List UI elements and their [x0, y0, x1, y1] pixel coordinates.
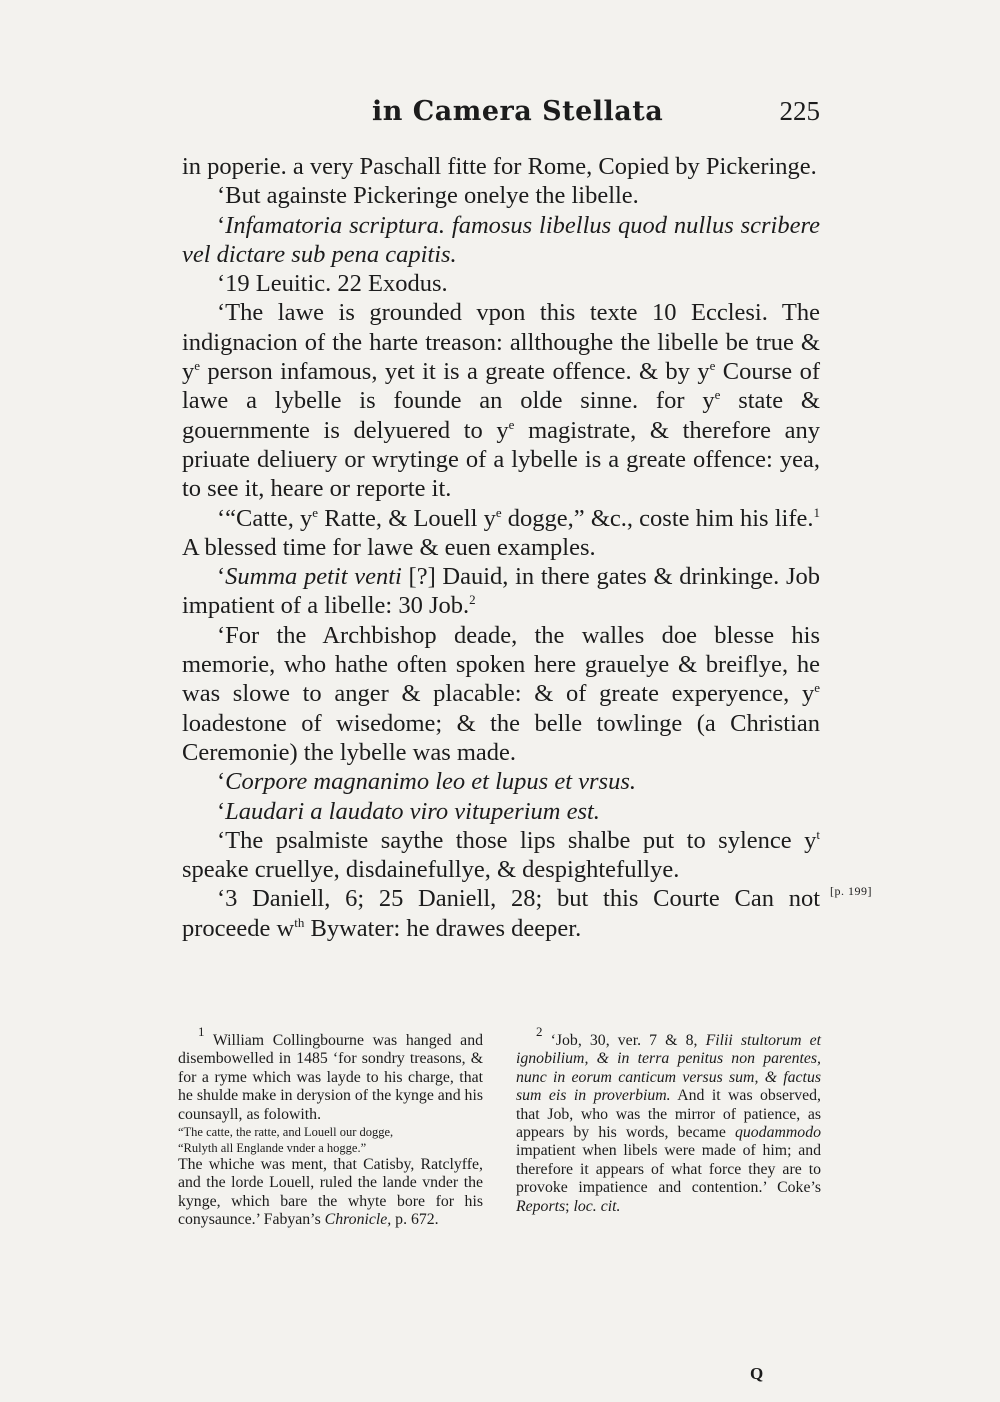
running-head [182, 96, 820, 136]
text-run: ‘The lawe is grounded vpon this texte 10 Ecclesi. The indignacion of the harte treason: allthoughe the libelle be true & y [182, 299, 820, 386]
open-quote: ‘ [217, 797, 226, 825]
superscript: e [714, 387, 721, 403]
verse-line-1: “The catte, the ratte, and Louell our dogge, [178, 1125, 394, 1140]
paragraph-1: in poperie. a very Paschall fitte for Rome, Copied by Pickeringe. [182, 153, 817, 180]
running-head-title: in Camera Stellata [372, 96, 664, 127]
superscript: e [814, 680, 820, 696]
superscript: t [816, 826, 820, 842]
italic-citation: loc. cit. [573, 1197, 621, 1215]
open-quote: ‘ [217, 768, 226, 796]
latin-quote: Filii stultorum et ignobilium, & in terra penitus non parentes, nunc in eorum canticum versus sum, & factus sum eis in proverbium. [516, 1032, 822, 1105]
paragraph-2: ‘But againste Pickeringe onelye the libelle. [217, 182, 639, 210]
open-quote: ‘ [217, 563, 226, 591]
text-run: p. 672. [391, 1211, 439, 1229]
footnote-ref-2: 2 [469, 592, 476, 608]
footnote-marker: 2 [536, 1024, 543, 1039]
paragraph-9 [182, 767, 820, 796]
paragraph-3 [182, 211, 820, 270]
footnote-1-text [178, 1024, 483, 1124]
paragraph-11 [182, 826, 820, 885]
text-run: [?] Dauid, in there gates & drinkinge. Job impatient of a libelle: 30 Job. [182, 563, 820, 620]
latin-quote: Laudari a laudato viro vituperium est. [225, 797, 600, 825]
text-run: A blessed time for lawe & euen examples. [182, 533, 596, 561]
text-run: Course of lawe a lybelle is founde an olde sinne. for y [182, 358, 820, 415]
text-run: Bywater: he drawes deeper. [304, 914, 582, 942]
superscript: e [194, 358, 201, 374]
margin-page-reference: [p. 199] [830, 884, 872, 898]
signature-mark: Q [750, 1364, 764, 1383]
text-run: ‘“Catte, y [217, 504, 313, 532]
text-run: And it was observed, that Job, who was the mirror of patience, as appears by his words, became [516, 1087, 821, 1142]
text-run: magistrate, & therefore any priuate deliuery or wrytinge of a lybelle is a greate offence: yea, to see it, heare or reporte it. [182, 416, 820, 503]
footnote-2-text [516, 1024, 822, 1216]
footnote-1 [178, 1024, 483, 1230]
footnote-1-continuation [178, 1156, 483, 1230]
text-run: ‘For the Archbishop deade, the walles doe blesse his memorie, who hathe often spoken here grauelye & breiflye, he was slowe to anger & placable: & of greate experyence, y [182, 621, 820, 708]
text-run: dogge,” &c., coste him his life. [501, 504, 814, 532]
paragraph-12 [182, 884, 820, 943]
text-run: ; [565, 1197, 574, 1215]
text-run: state & gouernmente is delyuered to y [182, 387, 820, 444]
verse-line-2: “Rulyth all Englande vnder a hogge.” [178, 1141, 367, 1156]
text-run: ‘3 Daniell, 6; 25 Daniell, 28; but this Courte Can not proceede w [182, 885, 820, 942]
footnote-2 [516, 1024, 822, 1216]
paragraph-10 [182, 797, 820, 826]
latin-quote: Infamatoria scriptura. famosus libellus quod nullus scribere vel dictare sub pena capitis. [182, 211, 820, 268]
open-quote: ‘ [217, 211, 226, 239]
latin-quote: Corpore magnanimo leo et lupus et vrsus. [225, 768, 636, 796]
superscript: e [312, 504, 319, 520]
italic-title: Reports [516, 1197, 566, 1215]
main-text [182, 152, 820, 943]
text-run: person infamous, yet it is a greate offence. & by y [200, 358, 710, 386]
page-number: 225 [779, 96, 820, 126]
italic-title: Chronicle, [324, 1211, 392, 1229]
text-run: ‘The psalmiste saythe those lips shalbe put to sylence y [217, 826, 817, 854]
superscript: e [495, 504, 502, 520]
paragraph-7 [182, 562, 820, 621]
text-run: ‘Job, 30, ver. 7 & 8, [542, 1032, 706, 1049]
text-run: The whiche was ment, that Catisby, Ratclyffe, and the lorde Louell, ruled the lande vnder the kynge, which bare the whyte bore for his conysaunce.’ Fabyan’s [178, 1156, 483, 1229]
footnote-marker: 1 [198, 1024, 205, 1039]
superscript: e [709, 358, 716, 374]
paragraph-4: ‘19 Leuitic. 22 Exodus. [217, 270, 448, 298]
footnote-ref-1: 1 [813, 504, 820, 520]
text-run: speake cruellye, disdainefullye, & despightefullye. [182, 856, 680, 884]
paragraph-8 [182, 621, 820, 767]
latin-word: quodammodo [734, 1124, 821, 1142]
text-run: impatient when libels were made of him; and therefore it appears of what force they are to provoke impatience and contention.’ Coke’s [516, 1142, 821, 1197]
paragraph-6 [182, 504, 820, 563]
text-run: William Collingbourne was hanged and disembowelled in 1485 ‘for sondry treasons, & for a ryme which was layde to his charge, that he shulde make in derysion of the kynge and his counsayll, as folowith. [178, 1032, 483, 1123]
paragraph-5 [182, 298, 820, 503]
superscript: th [294, 914, 305, 930]
text-run: Ratte, & Louell y [318, 504, 496, 532]
latin-quote: Summa petit venti [225, 563, 402, 591]
superscript: e [508, 416, 515, 432]
text-run: loadestone of wisedome; & the belle towlinge (a Christian Ceremonie) the lybelle was made. [182, 709, 820, 766]
